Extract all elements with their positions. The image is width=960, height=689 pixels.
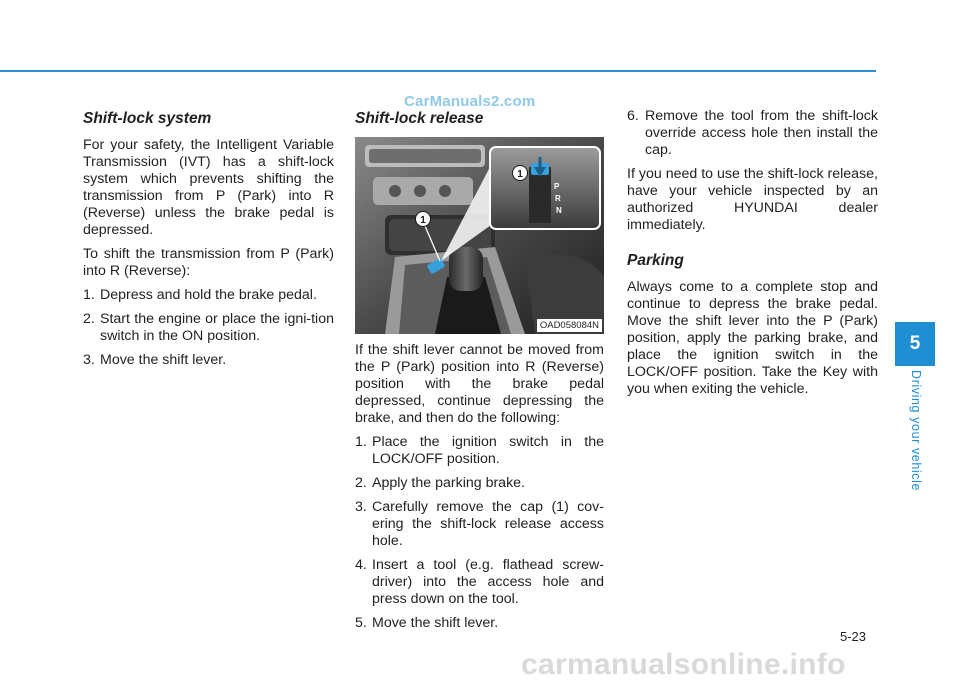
heading-parking: Parking bbox=[627, 252, 684, 269]
steps-list bbox=[627, 108, 878, 159]
gear-letter-r: R bbox=[555, 194, 561, 203]
list-item: 3. Move the shift lever. bbox=[83, 352, 227, 368]
chapter-tab: 5 bbox=[895, 322, 935, 366]
column-parking bbox=[627, 108, 878, 405]
heading-shift-lock-release: Shift-lock release bbox=[355, 110, 484, 127]
paragraph-instruction: To shift the transmission from P (Park) into R (Reverse): bbox=[83, 246, 334, 279]
chapter-title: Driving your vehicle bbox=[909, 370, 923, 492]
list-item: 1. Depress and hold the brake pedal. bbox=[83, 287, 317, 303]
steps-list bbox=[83, 287, 334, 369]
list-item: 2. Start the engine or place the igni-tion switch in the ON position. bbox=[83, 311, 334, 344]
column-shift-lock-system bbox=[83, 108, 334, 376]
shift-lever-figure bbox=[355, 137, 604, 334]
watermark-top: CarManuals2.com bbox=[404, 93, 536, 110]
list-item: 6. Remove the tool from the shift-lock override access hole then install the cap. bbox=[627, 108, 878, 158]
column-shift-lock-release bbox=[355, 108, 604, 639]
paragraph-intro: For your safety, the Intelligent Variable Transmission (IVT) has a shift-lock system which prevents shifting the transmission from P (Park) into R (Reverse) unless the brake pedal is depressed. bbox=[83, 137, 334, 238]
steps-list bbox=[355, 434, 604, 632]
callout-number-inset: 1 bbox=[517, 169, 523, 180]
paragraph-parking: Always come to a complete stop and continue to depress the brake pedal. Move the shift lever into the P (Park) position, apply the parking brake, and place the ignition switch in the LOCK/OFF position. Take the Key with you when exiting the vehicle. bbox=[627, 279, 878, 397]
gear-letter-p: P bbox=[554, 182, 560, 191]
shift-lever-illustration bbox=[355, 137, 604, 334]
list-item: 2. Apply the parking brake. bbox=[355, 475, 526, 491]
watermark-bottom: carmanualsonline.info bbox=[521, 648, 846, 681]
figure-code: OAD058084N bbox=[537, 319, 602, 332]
heading-shift-lock-system: Shift-lock system bbox=[83, 110, 212, 127]
callout-number-main: 1 bbox=[420, 215, 426, 226]
list-item: 4. Insert a tool (e.g. flathead screw-driver) into the access hole and press down on the tool. bbox=[355, 557, 604, 607]
gear-letter-n: N bbox=[556, 206, 562, 215]
page-number: 5-23 bbox=[840, 629, 867, 644]
paragraph-release-intro: If the shift lever cannot be moved from the P (Park) position into R (Reverse) position with the brake pedal depressed, continue depressing the brake, and then do the following: bbox=[355, 342, 604, 426]
list-item: 1. Place the ignition switch in the LOCK/OFF position. bbox=[355, 434, 604, 467]
paragraph-dealer-note: If you need to use the shift-lock release, have your vehicle inspected by an authorized HYUNDAI dealer immediately. bbox=[627, 166, 878, 233]
list-item: 5. Move the shift lever. bbox=[355, 615, 499, 631]
header-rule bbox=[0, 70, 876, 72]
list-item: 3. Carefully remove the cap (1) cov-ering the shift-lock release access hole. bbox=[355, 499, 604, 549]
